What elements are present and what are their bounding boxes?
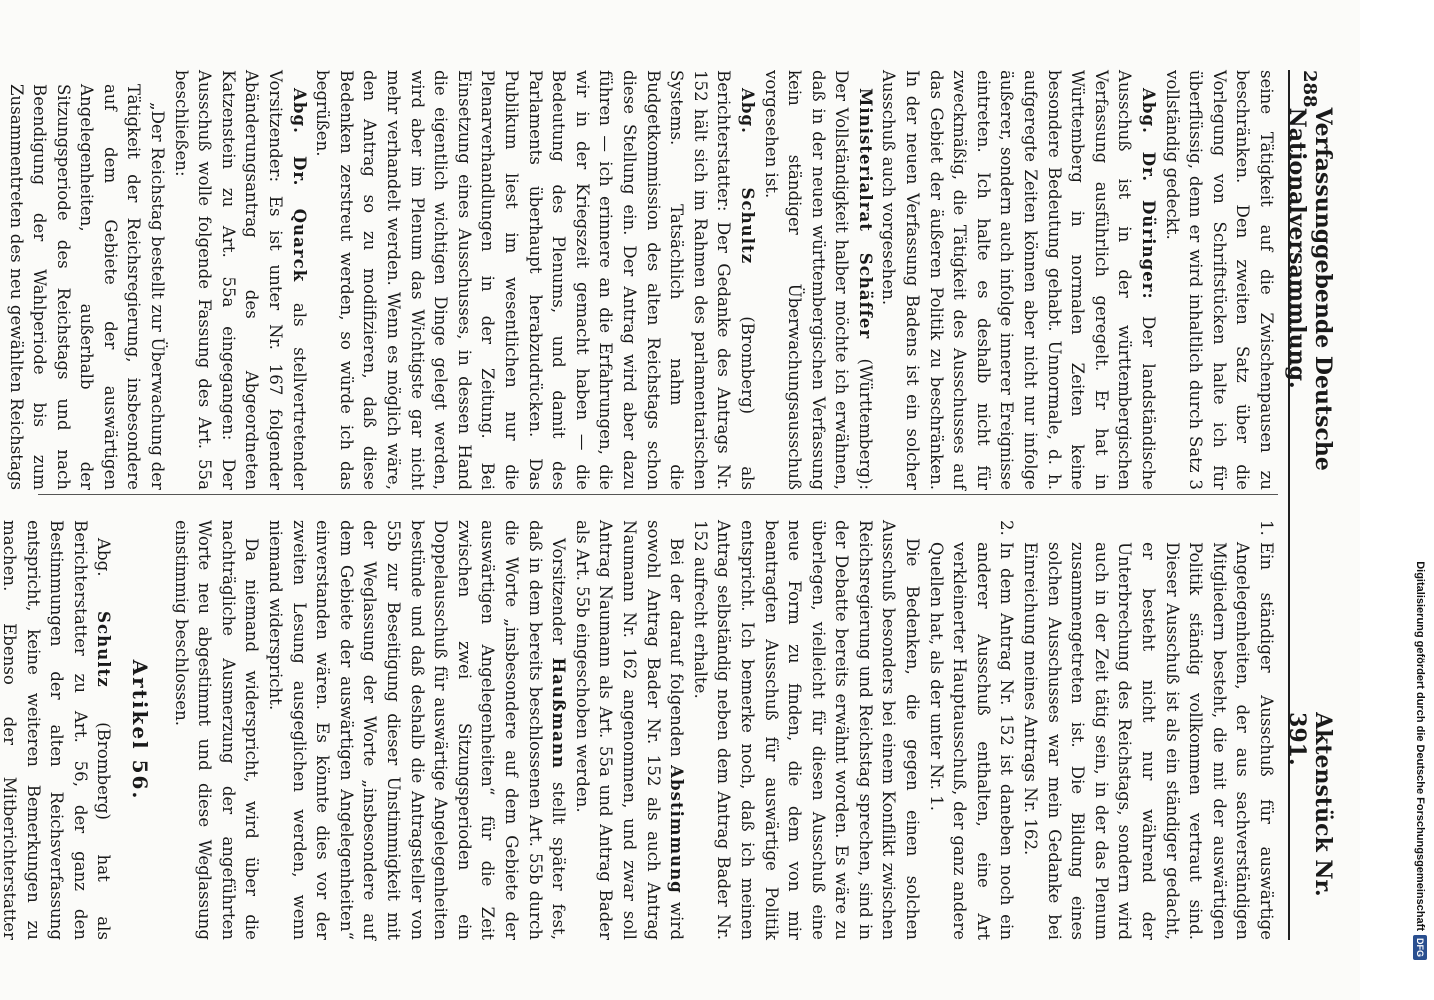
paragraph: [169, 520, 263, 940]
item-number: 2.: [997, 520, 1017, 536]
paragraph-text: (Bromberg) als Berichterstatter: Der Gedanke des Antrags Nr. 152 hält sich im Rahmen des parlamentarischen Systems. Tatsächlich nahm die Budgetkommission des alten Reichstags schon diese Stellung ein. Der Antrag wird aber dazu führen — ich erinnere an die Erfahrungen, die wir in der Kriegszeit gemacht haben — die Bedeutung des Plenums, und damit des Parlaments überhaupt herabzudrücken. Das Publikum liest im wesentlichen nur die Plenarverhandlungen in der Zeitung. Bei Einsetzung eines Ausschusses, in dessen Hand die eigentlich wichtigen Dinge gelegt werden, wird aber im Plenum das Wichtigste gar nicht mehr verhandelt werden. Wenn es möglich wäre, den Antrag so zu modifizieren, daß diese Bedenken zerstreut werden, so würde ich das begrüßen.: [313, 70, 757, 490]
paragraph-text: seine Tätigkeit auf die Zwischenpausen zu beschränken. Den zweiten Satz über die Vorlegung von Schriftstücken halte ich für überflüssig, denn er wird inhaltlich durch Satz 3 vollständig gedeckt.: [1162, 70, 1276, 490]
paragraph: [688, 520, 924, 940]
item-number: 1.: [1257, 520, 1276, 536]
numbered-item: [924, 520, 1018, 940]
page-number: 288: [1299, 70, 1321, 108]
dfg-logo: DFG: [1413, 935, 1427, 960]
item-text: Ein ständiger Ausschuß für auswärtige Angelegenheiten, der aus sachverständigen Mitgliedern besteht, die mit der auswärtigen Politik ständig vollkommen vertraut sind. Dieser Ausschuß ist als ein ständiger gedacht, er besteht nicht nur während der Unterbrechung des Reichstags, sondern wird auch in der Zeit tätig sein, in der das Plenum zusammengetreten ist. Die Bildung eines solchen Ausschusses war mein Gedanke bei Einreichung meines Antrags Nr. 162.: [1021, 542, 1276, 940]
paragraph: [759, 70, 877, 490]
paragraph: [311, 70, 759, 490]
item-text: In dem Antrag Nr. 152 ist daneben noch ein anderer Ausschuß enthalten, eine Art verkleinerter Hauptausschuß, der ganz andere Quellen hat, als der unter Nr. 1.: [926, 542, 1017, 940]
right-column: [0, 520, 1278, 941]
speaker-name: Ministerialrat Schäffer: [855, 88, 876, 340]
speaker-name: Abg. Dr. Düringer:: [1139, 88, 1160, 300]
credit-text: Digitalisierung gefördert durch die Deutsche Forschungsgemeinschaft: [1414, 561, 1426, 931]
speaker-name: Haußmann: [549, 657, 570, 769]
paragraph: [570, 520, 688, 940]
paragraph: [263, 520, 570, 940]
paragraph-text: als stellvertretender Vorsitzender: Es ist unter Nr. 167 folgender Abänderungsantrag des Abgeordneten Katzenstein zu Art. 55a eingegangen: Der Ausschuß wolle folgende Fassung des Art. 55a beschließen:: [171, 70, 309, 490]
paragraph-text: (Württemberg): Der Vollständigkeit halber möchte ich erwähnen, daß in der neuen württembergischen Verfassung kein ständiger Überwachungsausschuß vorgesehen ist.: [761, 70, 875, 490]
paragraph-text: stellt später fest, daß in dem bereits beschlossenen Art. 55b durch die Worte „insbesondere auf dem Gebiete der auswärtigen Angelegenheiten“ für die Zeit zwischen zwei Sitzungsperioden ein Doppelausschuß für auswärtige Angelegenheiten bestünde und daß deshalb die Antragsteller von 55b zur Beseitigung dieser Unstimmigkeit mit der Weglassung der Worte „insbesondere auf dem Gebiete der auswärtigen Angelegenheiten“ einverstanden wären. Es könnte dies vor der zweiten Lesung ausgeglichen werden, wenn niemand widerspricht.: [266, 520, 569, 940]
column-divider: [38, 494, 1278, 495]
speaker-name: Abstimmung: [667, 765, 688, 894]
section-heading: Artikel 56.: [128, 659, 153, 801]
left-column: [6, 70, 1278, 490]
digitization-credit: [1412, 40, 1428, 960]
paragraph: [1160, 70, 1278, 490]
speaker-name: Abg. Schultz: [737, 88, 758, 265]
quoted-motion: „Der Reichstag bestellt zur Überwachung der Tätigkeit der Reichsregierung, insbesondere auf dem Gebiete der auswärtigen Angelegenheiten, außerhalb der Sitzungsperiode des Reichstags und nach Beendigung der Wahlperiode bis zum Zusammentreten des neu gewählten Reichstags: [6, 84, 168, 490]
paragraph: [877, 70, 1160, 490]
file-reference: Aktenstück Nr. 391.: [1284, 712, 1336, 897]
numbered-item: [1018, 520, 1278, 940]
paragraph-lead: Bei der darauf folgenden: [667, 538, 687, 766]
page-header: [1284, 70, 1336, 940]
page-title: Verfassunggebende Deutsche Nationalversammlung.: [1284, 107, 1336, 471]
speaker-name: Abg. Dr. Quarck: [289, 88, 310, 283]
speaker-name: Schultz: [94, 611, 115, 688]
paragraph-lead: Vorsitzender: [549, 538, 569, 658]
paragraph-text: wird sowohl Antrag Bader Nr. 152 als auch Antrag Naumann Nr. 162 angenommen, und zwar soll Antrag Naumann als Art. 55a und Antrag Bader als Art. 55b eingeschoben werden.: [572, 520, 687, 940]
paragraph: [169, 70, 311, 490]
paragraph-text: Die Bedenken, die gegen einen solchen Ausschuß besonders bei einem Konflikt zwischen Reichsregierung und Reichstag sprechen, sind in der Debatte bereits erwähnt worden. Es wäre zu überlegen, vielleicht für diesen Ausschuß eine neue Form zu finden, die dem von mir beantragten Ausschuß für auswärtige Politik entspricht. Ich bemerke noch, daß ich meinen Antrag selbständig neben dem Antrag Bader Nr. 152 aufrecht erhalte.: [690, 520, 923, 940]
paragraph: [0, 520, 116, 940]
paragraph-text: (Bromberg) hat als Berichterstatter zu Art. 56, der ganz den Bestimmungen der alten Reichsverfassung entspricht, keine weiteren Bemerkungen zu machen. Ebenso der Mitberichterstatter: [0, 520, 114, 941]
paragraph-text: Da niemand widerspricht, wird über die nachträgliche Ausmerzung der angeführten Worte neu abgestimmt und diese Weglassung einstimmig beschlossen.: [171, 520, 262, 940]
paragraph-lead: Abg.: [94, 538, 114, 612]
paragraph-text: Der landständische Ausschuß ist in der württembergischen Verfassung ausführlich geregelt. Er hat in Württemberg in normalen Zeiten keine besondere Bedeutung gehabt. Unnormale, d. h. aufgeregte Zeiten können aber nicht nur infolge äußerer, sondern auch infolge innerer Ereignisse eintreten. Ich halte es deshalb nicht für zweckmäßig, die Tätigkeit des Ausschusses auf das Gebiet der äußeren Politik zu beschränken. In der neuen Verfassung Badens ist ein solcher Ausschuß auch vorgesehen.: [879, 70, 1159, 490]
